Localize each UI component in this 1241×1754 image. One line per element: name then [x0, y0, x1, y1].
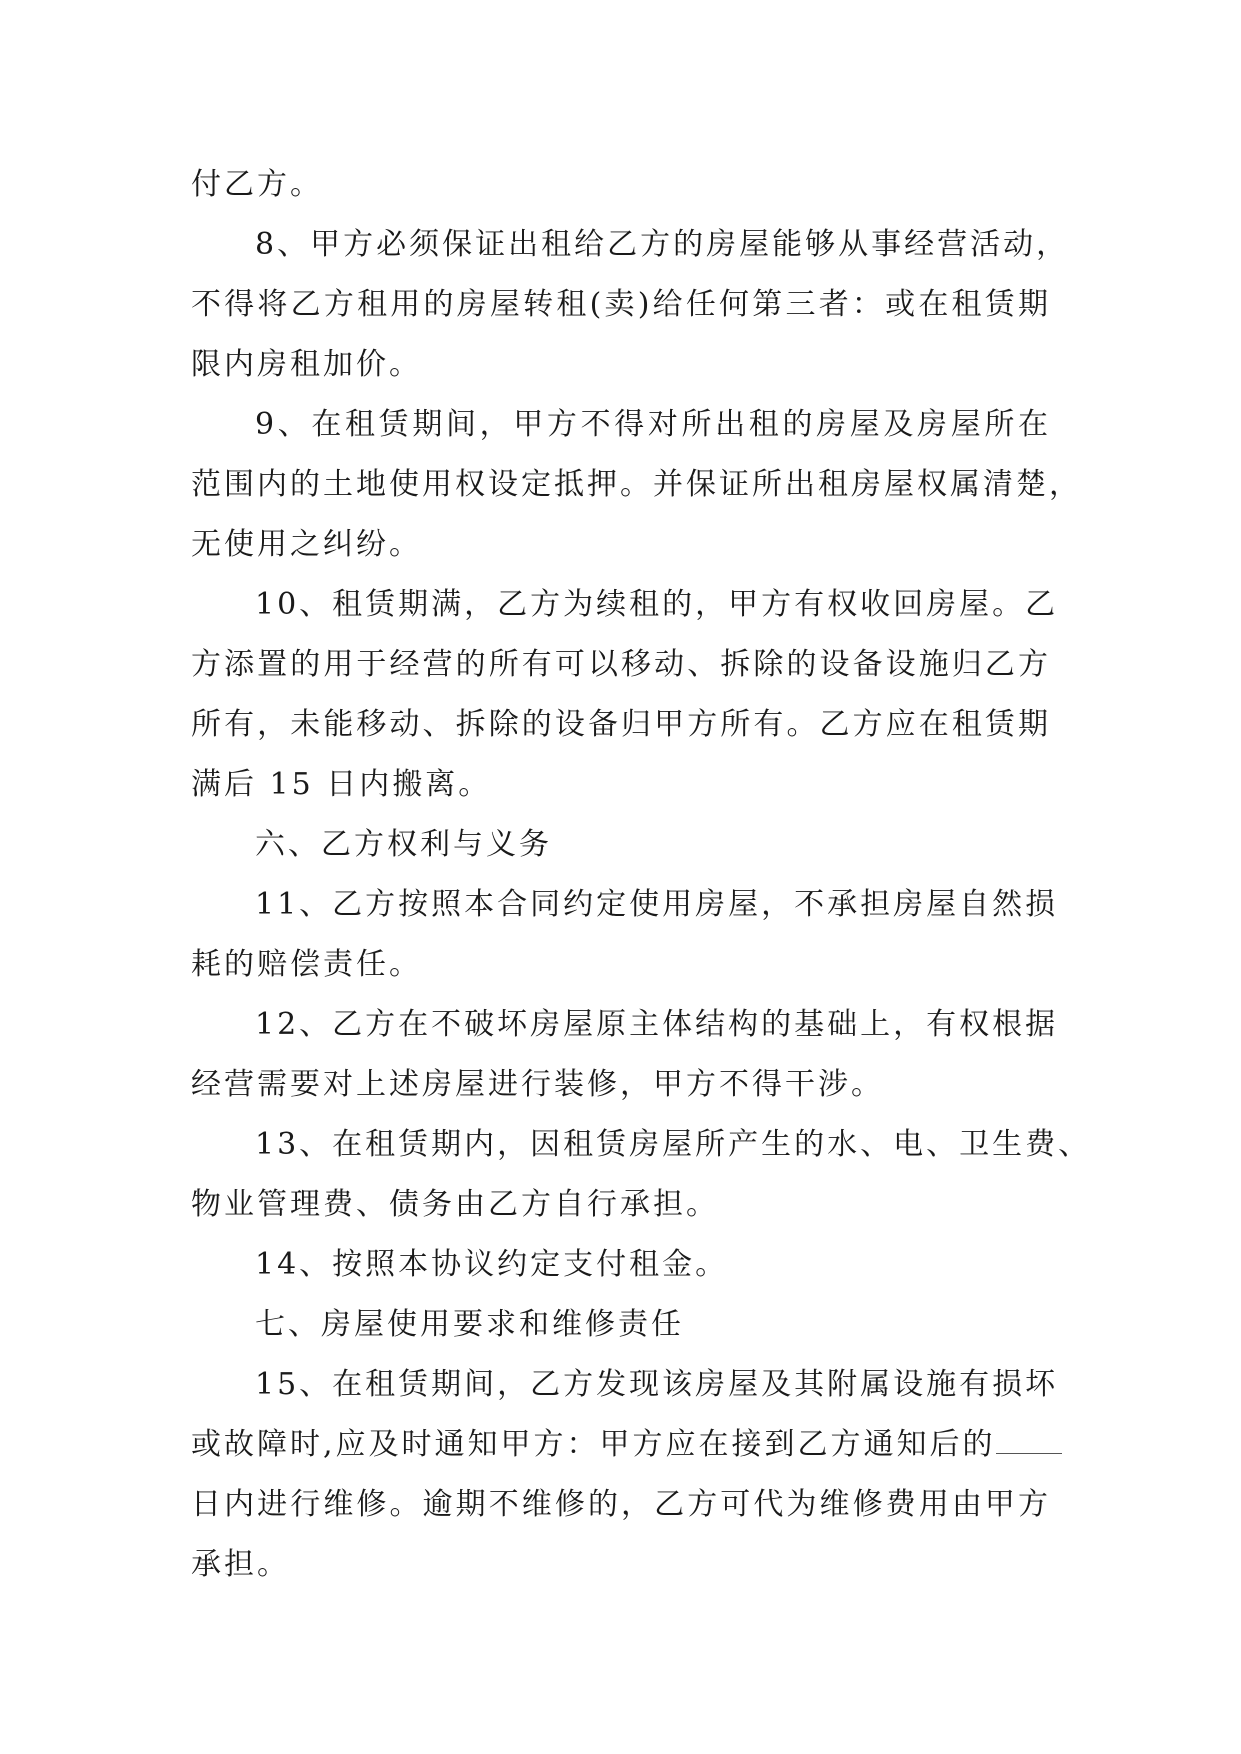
line-text: 日内进行维修。逾期不维修的，乙方可代为维修费用由甲方	[191, 1487, 1051, 1522]
text-line	[191, 1475, 1051, 1535]
text-line	[191, 935, 1051, 995]
line-text: 范围内的土地使用权设定抵押。并保证所出租房屋权属清楚，	[191, 467, 1082, 502]
line-text: 8、甲方必须保证出租给乙方的房屋能够从事经营活动，	[255, 227, 1070, 262]
text-line	[191, 695, 1051, 755]
text-line	[191, 215, 1070, 275]
text-line	[191, 635, 1051, 695]
line-text: 限内房租加价。	[191, 347, 422, 382]
line-text: 15、在租赁期间，乙方发现该房屋及其附属设施有损坏	[255, 1367, 1059, 1402]
line-text: 不得将乙方租用的房屋转租(卖)给任何第三者：或在租赁期	[191, 287, 1051, 322]
line-text: 满后 15 日内搬离。	[191, 767, 492, 802]
line-text: 七、房屋使用要求和维修责任	[255, 1307, 684, 1342]
line-text: 承担。	[191, 1547, 290, 1582]
text-line	[191, 1055, 1051, 1115]
text-line	[191, 875, 1059, 935]
text-line	[191, 335, 1051, 395]
text-line	[191, 1355, 1059, 1415]
text-line	[191, 575, 1059, 635]
line-text: 付乙方。	[191, 167, 323, 202]
text-line	[191, 1415, 1051, 1475]
line-text: 10、租赁期满，乙方为续租的，甲方有权收回房屋。乙	[255, 587, 1059, 622]
line-text: 经营需要对上述房屋进行装修，甲方不得干涉。	[191, 1067, 884, 1102]
text-line	[191, 515, 1051, 575]
text-line	[191, 1535, 1051, 1595]
line-text: 所有，未能移动、拆除的设备归甲方所有。乙方应在租赁期	[191, 707, 1051, 742]
line-text: 11、乙方按照本合同约定使用房屋，不承担房屋自然损	[255, 887, 1059, 922]
text-line	[191, 995, 1059, 1055]
line-text: 耗的赔偿责任。	[191, 947, 422, 982]
document-body	[191, 155, 1092, 1595]
line-text: 无使用之纠纷。	[191, 527, 422, 562]
text-line	[191, 1175, 1051, 1235]
line-text: 物业管理费、债务由乙方自行承担。	[191, 1187, 719, 1222]
text-line	[191, 815, 1051, 875]
line-text: 9、在租赁期间，甲方不得对所出租的房屋及房屋所在	[255, 407, 1051, 442]
line-text: 14、按照本协议约定支付租金。	[255, 1247, 729, 1282]
line-text: 或故障时,应及时通知甲方：甲方应在接到乙方通知后的	[191, 1427, 996, 1462]
text-line	[191, 275, 1051, 335]
line-text: 六、乙方权利与义务	[255, 827, 552, 862]
line-text: 13、在租赁期内，因租赁房屋所产生的水、电、卫生费、	[255, 1127, 1092, 1162]
text-line	[191, 155, 1051, 215]
text-line	[191, 755, 1051, 815]
text-line	[191, 1115, 1092, 1175]
line-text: 方添置的用于经营的所有可以移动、拆除的设备设施归乙方	[191, 647, 1051, 682]
line-text: 12、乙方在不破坏房屋原主体结构的基础上，有权根据	[255, 1007, 1059, 1042]
text-line	[191, 395, 1051, 455]
text-line	[191, 1235, 1051, 1295]
fill-in-blank	[996, 1423, 1062, 1454]
text-line	[191, 455, 1082, 515]
text-line	[191, 1295, 1051, 1355]
